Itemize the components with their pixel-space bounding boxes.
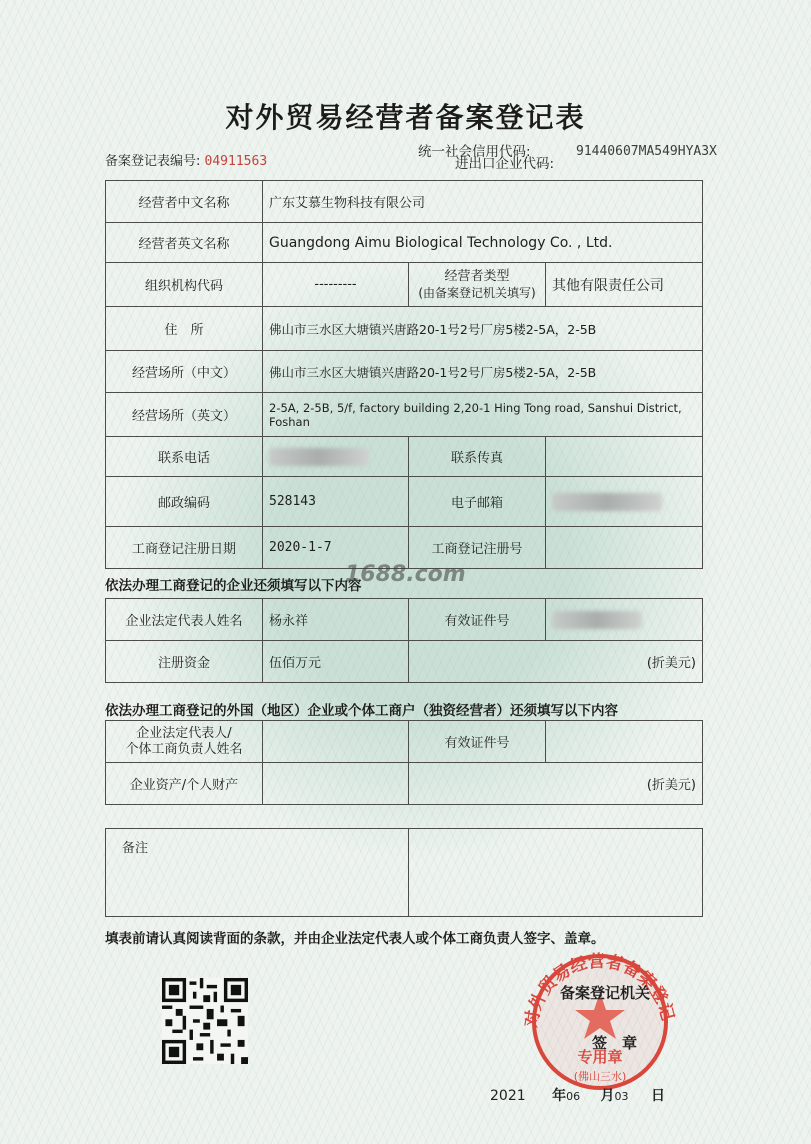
row-assets — [106, 763, 703, 805]
assets-usd-note: (折美元) — [646, 778, 696, 793]
residence-value: 佛山市三水区大塘镇兴唐路20-1号2号厂房5楼2-5A，2-5B — [263, 307, 703, 351]
postcode-label: 邮政编码 — [106, 477, 263, 527]
row-capital — [106, 641, 703, 683]
capital-label: 注册资金 — [106, 641, 263, 683]
en-name-label: 经营者英文名称 — [106, 223, 263, 263]
biz-place-en-value: 2-5A, 2-5B, 5/f, factory building 2,20-1 Hing Tong road, Sanshui District, Foshan — [263, 393, 703, 437]
row-postcode — [106, 477, 703, 527]
phone-value-redacted — [263, 437, 409, 477]
qr-code — [162, 978, 248, 1064]
row-org-code — [106, 263, 703, 307]
enterprise-code-label: 进出口企业代码: — [455, 156, 555, 172]
residence-label: 住 所 — [106, 307, 263, 351]
date-year-unit: 年 — [552, 1088, 567, 1104]
biz-type-label-cell — [409, 263, 546, 307]
remarks-table — [105, 828, 703, 917]
record-number — [105, 150, 267, 169]
main-form-table — [105, 180, 703, 569]
date-month: 06 — [566, 1090, 581, 1103]
date-day: 03 — [614, 1090, 629, 1103]
row-biz-place-cn — [106, 351, 703, 393]
org-code-label: 组织机构代码 — [106, 263, 263, 307]
assets-value — [263, 763, 409, 805]
section1-title: 依法办理工商登记的企业还须填写以下内容 — [105, 578, 362, 594]
capital-usd-cell — [409, 641, 703, 683]
reg-date-label: 工商登记注册日期 — [106, 527, 263, 569]
org-code-value: --------- — [263, 263, 409, 307]
seal-arc-text-path: 对外贸易经营者备案登记 — [521, 951, 678, 1029]
foreign-rep-label-1: 企业法定代表人/ — [136, 725, 232, 741]
date-year: 2021 — [490, 1088, 526, 1104]
credit-code-value: 91440607MA549HYA3X — [576, 144, 717, 159]
email-label: 电子邮箱 — [409, 477, 546, 527]
section2-title: 依法办理工商登记的外国（地区）企业或个体工商户（独资经营者）还须填写以下内容 — [105, 703, 618, 719]
email-value-redacted — [546, 477, 703, 527]
capital-usd-note: (折美元) — [646, 656, 696, 671]
assets-usd-cell — [409, 763, 703, 805]
watermark: 1688.com — [345, 562, 466, 587]
row-legal-rep — [106, 599, 703, 641]
capital-value: 伍佰万元 — [263, 641, 409, 683]
redacted-email — [552, 493, 662, 511]
biz-type-note: (由备案登记机关填写) — [418, 285, 536, 300]
foreign-rep-label-2: 个体工商负责人姓名 — [125, 741, 243, 757]
legal-rep-label: 企业法定代表人姓名 — [106, 599, 263, 641]
legal-rep-value: 杨永祥 — [263, 599, 409, 641]
section1-table — [105, 598, 703, 683]
record-number-label: 备案登记表编号: — [105, 154, 201, 169]
biz-place-cn-label: 经营场所（中文） — [106, 351, 263, 393]
fax-label: 联系传真 — [409, 437, 546, 477]
reg-no-value — [546, 527, 703, 569]
phone-label: 联系电话 — [106, 437, 263, 477]
fax-value — [546, 437, 703, 477]
redacted-phone — [269, 448, 369, 466]
reg-no-label: 工商登记注册号 — [409, 527, 546, 569]
footnote: 填表前请认真阅读背面的条款，并由企业法定代表人或个体工商负责人签字、盖章。 — [105, 931, 605, 947]
id-number-label: 有效证件号 — [409, 599, 546, 641]
redacted-id — [552, 611, 642, 629]
id-number-value-redacted — [546, 599, 703, 641]
section2-table — [105, 720, 703, 805]
row-phone — [106, 437, 703, 477]
record-number-value: 04911563 — [204, 154, 268, 169]
authority-seal-word: 签 章 — [592, 1034, 638, 1052]
official-seal — [515, 940, 685, 1090]
reg-date-value: 2020-1-7 — [263, 527, 409, 569]
assets-label: 企业资产/个人财产 — [106, 763, 263, 805]
biz-type-label: 经营者类型 — [444, 268, 510, 284]
date-day-unit: 日 — [651, 1088, 665, 1104]
remarks-value — [409, 829, 703, 917]
seal-inner-2: (佛山三水) — [573, 1070, 627, 1083]
row-residence — [106, 307, 703, 351]
credit-code-label: 统一社会信用代码: — [418, 144, 531, 160]
foreign-rep-label-cell — [106, 721, 263, 763]
row-foreign-rep — [106, 721, 703, 763]
row-en-name — [106, 223, 703, 263]
foreign-rep-value — [263, 721, 409, 763]
form-title: 对外贸易经营者备案登记表 — [225, 101, 586, 134]
biz-type-value: 其他有限责任公司 — [546, 263, 703, 307]
row-cn-name — [106, 181, 703, 223]
foreign-id-label: 有效证件号 — [409, 721, 546, 763]
seal-inner-1: 专用章 — [577, 1048, 623, 1066]
biz-place-en-label: 经营场所（英文） — [106, 393, 263, 437]
authority-title: 备案登记机关 — [560, 984, 651, 1002]
remarks-label-cell — [106, 829, 409, 917]
row-biz-place-en — [106, 393, 703, 437]
date-month-unit: 月 — [600, 1088, 615, 1104]
date-line — [490, 1085, 665, 1105]
biz-place-cn-value: 佛山市三水区大塘镇兴唐路20-1号2号厂房5楼2-5A，2-5B — [263, 351, 703, 393]
en-name-value: Guangdong Aimu Biological Technology Co. , Ltd. — [263, 223, 703, 263]
postcode-value: 528143 — [263, 477, 409, 527]
remarks-label: 备注 — [122, 841, 149, 856]
row-remarks — [106, 829, 703, 917]
cn-name-value: 广东艾慕生物科技有限公司 — [263, 181, 703, 223]
cn-name-label: 经营者中文名称 — [106, 181, 263, 223]
foreign-id-value — [546, 721, 703, 763]
